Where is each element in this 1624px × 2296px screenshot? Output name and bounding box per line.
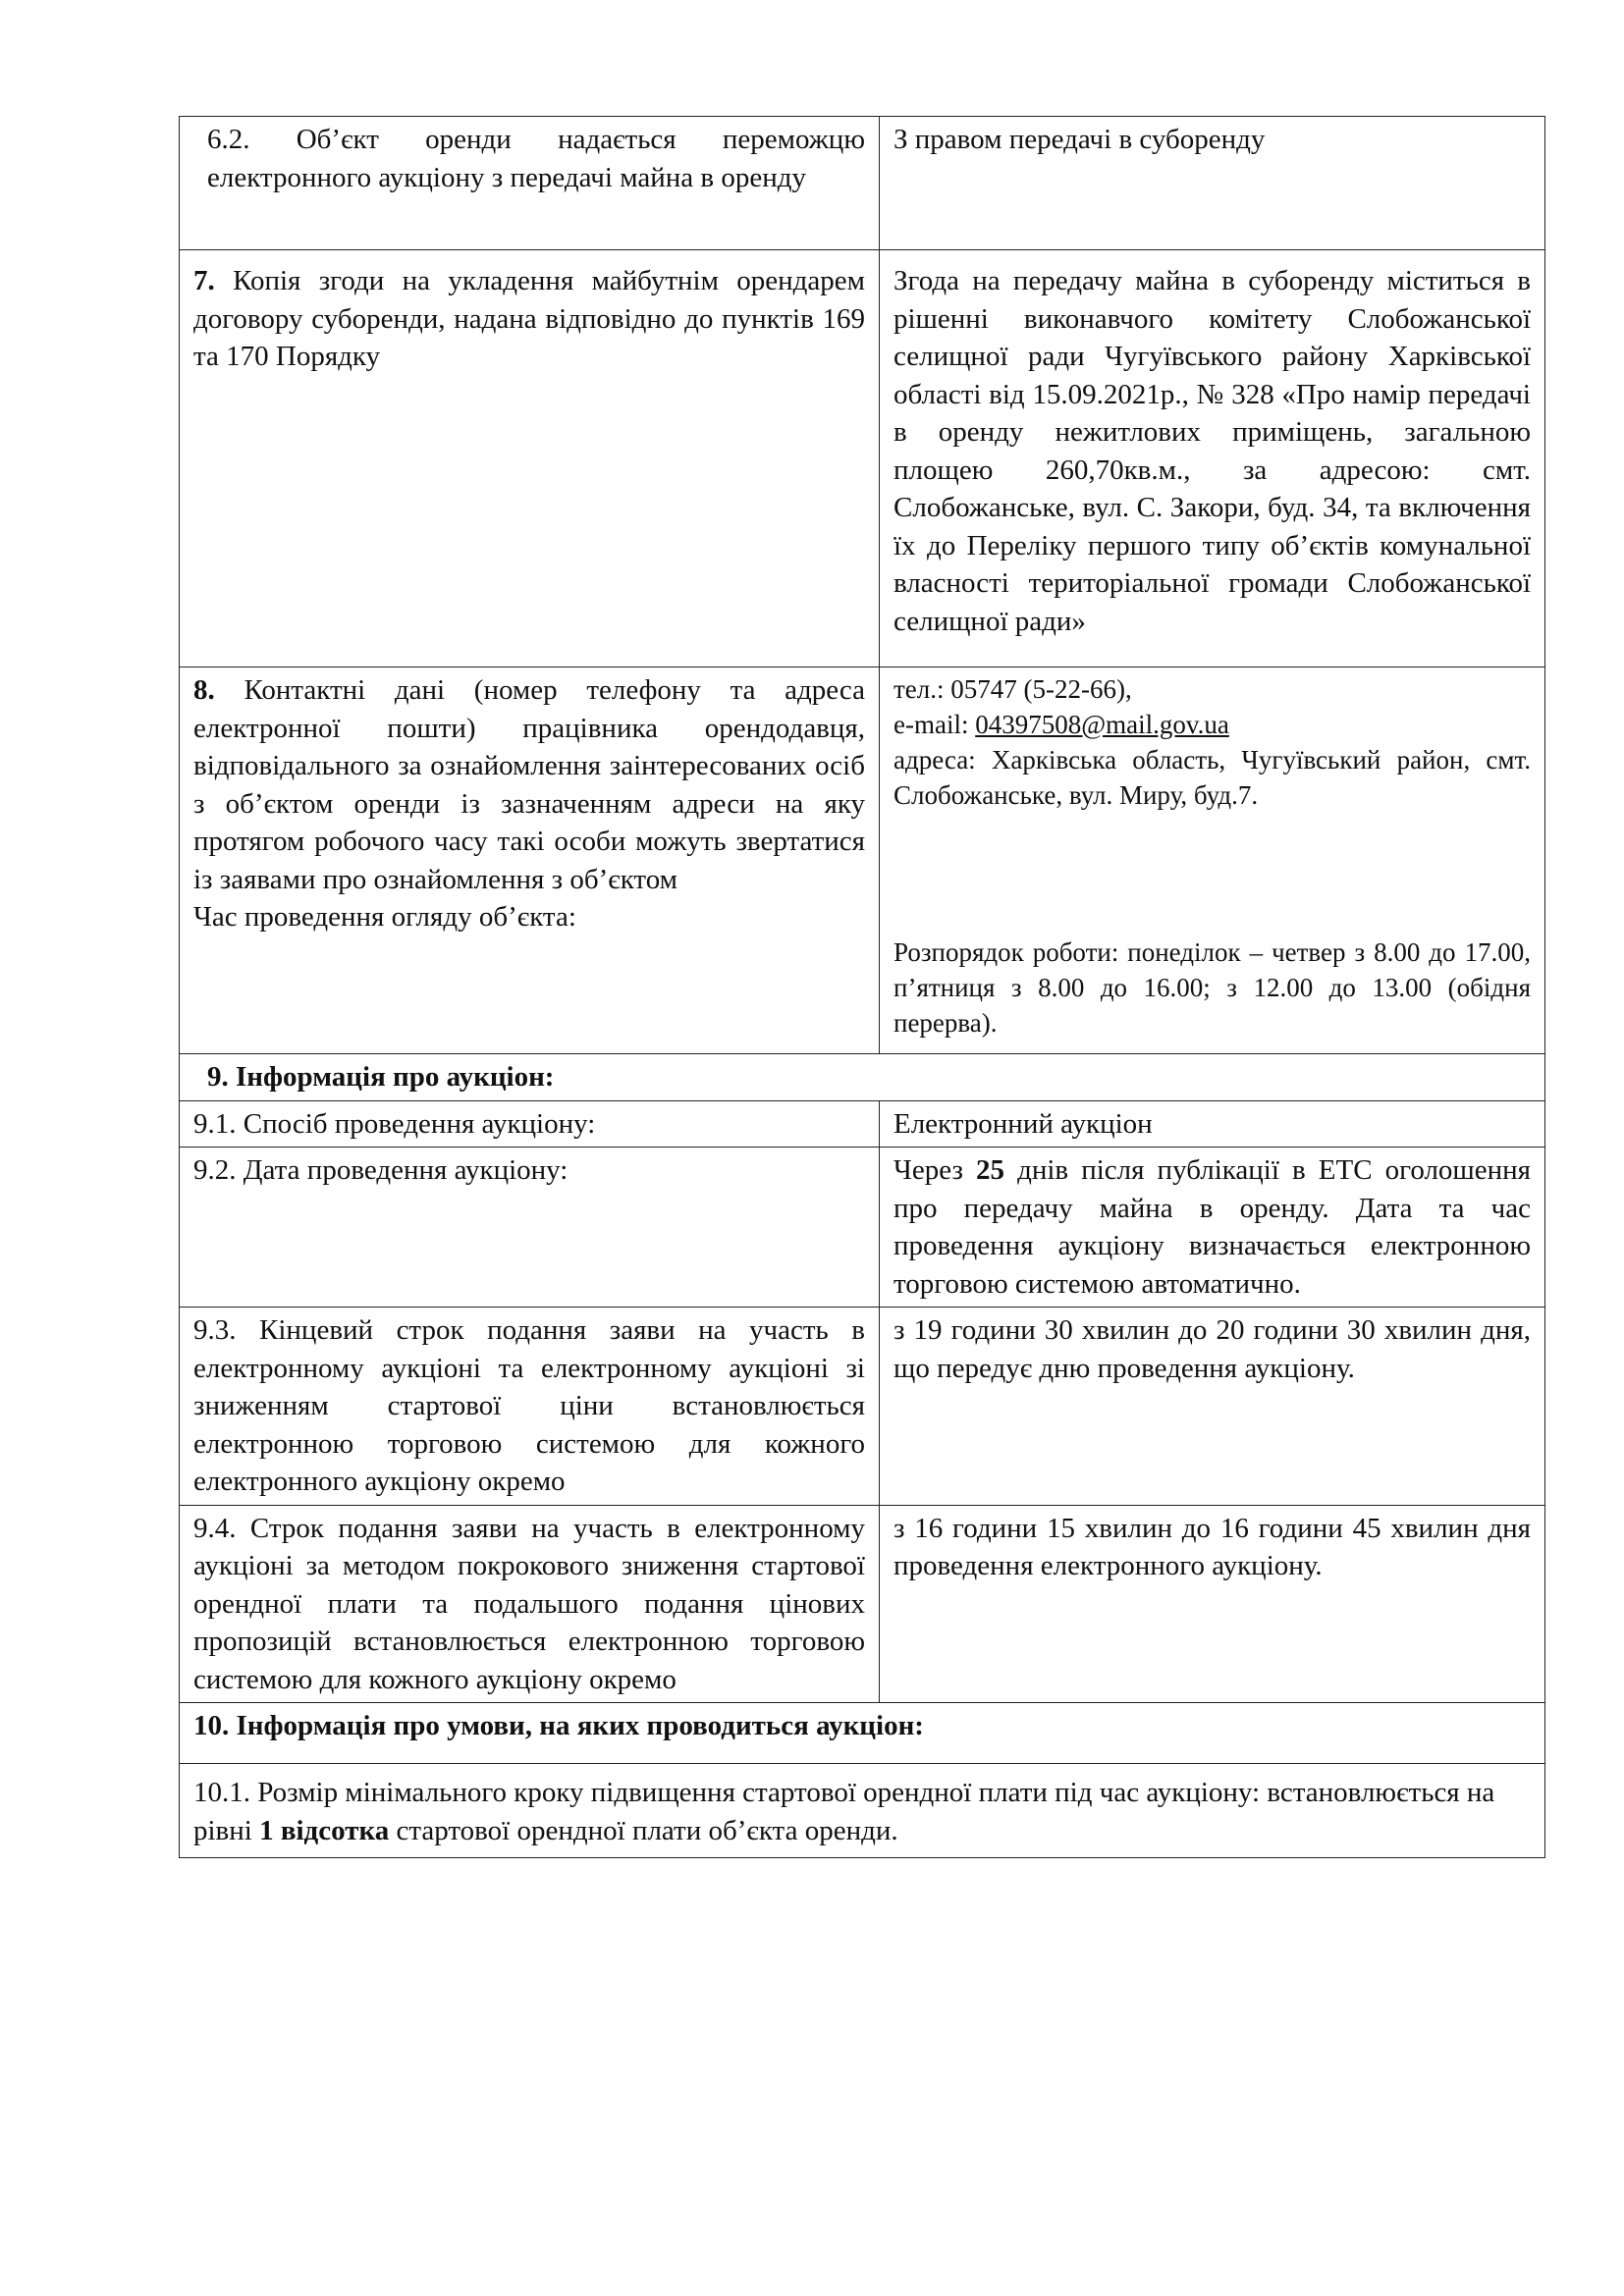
table-row-9-2: [180, 1148, 1545, 1308]
cell-6-2-label: [180, 117, 880, 250]
table-row-7: [180, 250, 1545, 667]
cell-7-label: [180, 250, 880, 667]
table-row-10-heading: [180, 1703, 1545, 1764]
contact-email-link[interactable]: 04397508@mail.gov.ua: [975, 710, 1229, 739]
item-9-2-value-b: днів після публікації в ЕТС оголошення про передачу майна в оренду. Дата та час проведення аукціону визначається електронною торговою системою автоматично.: [893, 1154, 1531, 1300]
item-9-2-days: 25: [976, 1154, 1004, 1186]
item-9-1-value: Електронний аукціон: [880, 1100, 1545, 1148]
cell-10-1: [180, 1764, 1545, 1858]
cell-8-label: [180, 667, 880, 1054]
item-7-text: Копія згоди на укладення майбутнім орендарем договору суборенди, надана відповідно до пунктів 169 та 170 Порядку: [193, 265, 865, 372]
item-9-2-label: 9.2. Дата проведення аукціону:: [180, 1148, 880, 1308]
item-6-2-text: 6.2. Об’єкт оренди надається переможцю електронного аукціону з передачі майна в оренду: [207, 124, 865, 193]
contact-phone: тел.: 05747 (5-22-66),: [893, 674, 1132, 704]
table-row-9-4: [180, 1505, 1545, 1703]
table-row-9-3: [180, 1308, 1545, 1506]
table-row-9-heading: [180, 1054, 1545, 1101]
item-9-3-value: з 19 години 30 хвилин до 20 години 30 хвилин дня, що передує дню проведення аукціону.: [880, 1308, 1545, 1506]
item-8-inspection-time: Час проведення огляду об’єкта:: [193, 901, 576, 933]
item-8-number: 8.: [193, 674, 215, 706]
work-schedule: Розпорядок роботи: понеділок – четвер з 8.00 до 17.00, п’ятниця з 8.00 до 16.00; з 12.00 до 13.00 (обідня перерва).: [893, 937, 1531, 1038]
item-9-4-value: з 16 години 15 хвилин до 16 години 45 хвилин дня проведення електронного аукціону.: [880, 1505, 1545, 1703]
item-9-4-label: 9.4. Строк подання заяви на участь в електронному аукціоні за методом покрокового зниження стартової орендної плати та подальшого подання цінових пропозицій встановлюється електронною торговою системою для кожного аукціону окремо: [180, 1505, 880, 1703]
item-9-1-label: 9.1. Спосіб проведення аукціону:: [180, 1100, 880, 1148]
item-10-1-text-b: стартової орендної плати об’єкта оренди.: [389, 1814, 898, 1846]
table-row-6-2: [180, 117, 1545, 250]
table-row-10-1: [180, 1764, 1545, 1858]
item-6-2-value: З правом передачі в суборенду: [893, 124, 1266, 155]
contact-email-label: e-mail:: [893, 710, 976, 739]
item-7-number: 7.: [193, 265, 215, 296]
contact-email-line: [893, 707, 1531, 742]
contact-address: адреса: Харківська область, Чугуївський район, смт. Слобожанське, вул. Миру, буд.7.: [893, 745, 1531, 810]
item-7-value: Згода на передачу майна в суборенду міститься в рішенні виконавчого комітету Слобожанської селищної ради Чугуївського району Харківської області від 15.09.2021р., № 328 «Про намір передачі в оренду нежитлових приміщень, загальною площею 260,70кв.м., за адресою: смт. Слобожанське, вул. С. Закори, буд. 34, та включення їх до Переліку першого типу об’єктів комунальної власності територіальної громади Слобожанської селищної ради»: [893, 265, 1531, 637]
item-9-2-value-a: Через: [893, 1154, 976, 1186]
cell-7-value: [880, 250, 1545, 667]
section-10-heading: 10. Інформація про умови, на яких проводиться аукціон:: [180, 1703, 1545, 1764]
cell-9-2-value: [880, 1148, 1545, 1308]
item-10-1-percent: 1 відсотка: [259, 1814, 390, 1846]
table-row-8: [180, 667, 1545, 1054]
cell-6-2-value: [880, 117, 1545, 250]
auction-info-table: [179, 116, 1545, 1858]
item-9-3-label: 9.3. Кінцевий строк подання заяви на участь в електронному аукціоні та електронному аукціоні зі зниженням стартової ціни встановлюється електронною торговою системою для кожного електронного аукціону окремо: [180, 1308, 880, 1506]
table-row-9-1: [180, 1100, 1545, 1148]
contact-spacer: [893, 813, 1531, 934]
section-9-heading: 9. Інформація про аукціон:: [180, 1054, 1545, 1101]
cell-8-value: [880, 667, 1545, 1054]
item-10-1-text-a: 10.1. Розмір мінімального кроку підвищення стартової орендної плати під час аукціону: встановлюється на рівні: [193, 1777, 1495, 1846]
item-8-text: Контактні дані (номер телефону та адреса електронної пошти) працівника орендодавця, відповідального за ознайомлення заінтересованих осіб з об’єктом оренди із зазначенням адреси на яку протягом робочого часу такі особи можуть звертатися із заявами про ознайомлення з об’єктом: [193, 674, 865, 895]
